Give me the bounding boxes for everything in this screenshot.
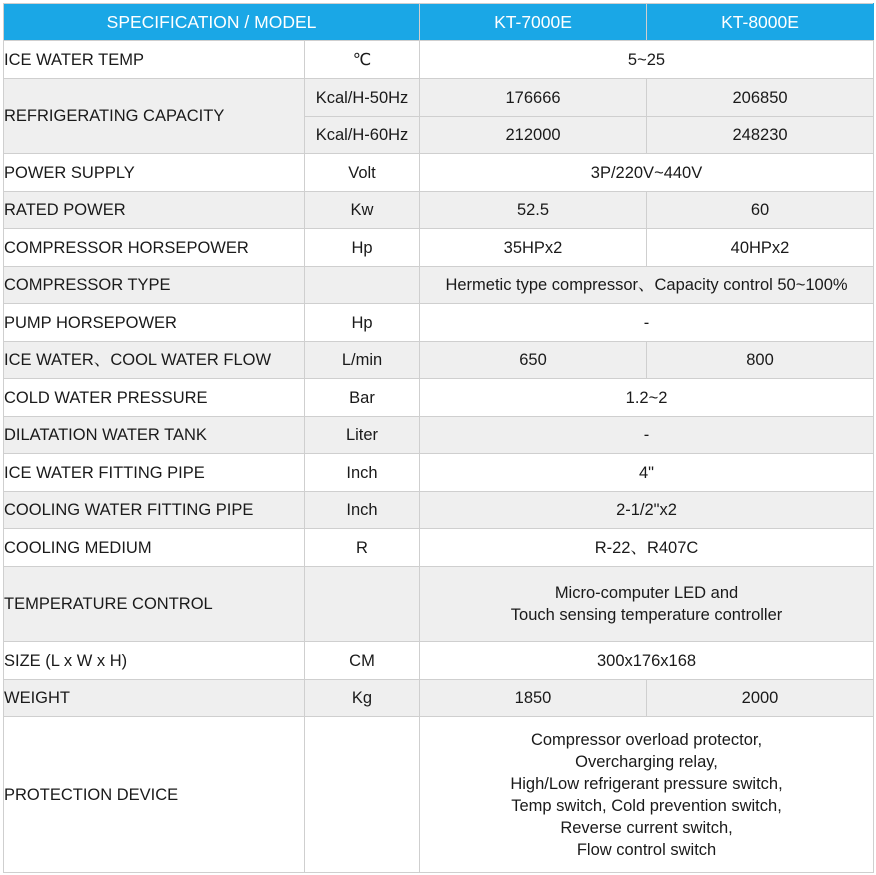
row-label: ICE WATER FITTING PIPE [4,454,305,492]
row-value-multiline [420,717,874,873]
row-label: PUMP HORSEPOWER [4,304,305,342]
value-line: Compressor overload protector, [530,730,763,749]
model-a-value: 212000 [420,117,647,154]
model-b-value: 248230 [647,117,874,154]
row-unit: L/min [305,342,420,379]
row-label: WEIGHT [4,680,305,717]
row-label: COMPRESSOR TYPE [4,267,305,304]
row-unit: Liter [305,417,420,454]
row-unit: ℃ [305,41,420,79]
row-label: RATED POWER [4,192,305,229]
model-b-header: KT-8000E [647,4,874,41]
row-label: ICE WATER、COOL WATER FLOW [4,342,305,379]
model-a-value: 35HPx2 [420,229,647,267]
row-unit [305,717,420,873]
row-label: POWER SUPPLY [4,154,305,192]
row-label: COOLING MEDIUM [4,529,305,567]
row-value-multiline [420,567,874,642]
row-label: COLD WATER PRESSURE [4,379,305,417]
model-b-value: 60 [647,192,874,229]
header-row [4,4,874,41]
model-b-value: 206850 [647,79,874,117]
row-label: SIZE (L x W x H) [4,642,305,680]
row-unit: Inch [305,492,420,529]
row-value: 2-1/2"x2 [420,492,874,529]
value-line: Temp switch, Cold prevention switch, [511,796,782,815]
row-unit: CM [305,642,420,680]
row-label: TEMPERATURE CONTROL [4,567,305,642]
model-b-value: 800 [647,342,874,379]
value-line: Reverse current switch, [560,818,733,837]
row-value: - [420,417,874,454]
row-value: 3P/220V~440V [420,154,874,192]
model-a-header: KT-7000E [420,4,647,41]
row-ice-water-temp [4,41,874,79]
row-compressor-type [4,267,874,304]
row-water-flow [4,342,874,379]
row-value: Hermetic type compressor、Capacity control 50~100% [420,267,874,304]
row-unit: Hp [305,229,420,267]
row-value: 300x176x168 [420,642,874,680]
row-unit: Kg [305,680,420,717]
row-unit: Inch [305,454,420,492]
row-unit: R [305,529,420,567]
spec-model-header: SPECIFICATION / MODEL [4,4,420,41]
row-cold-water-pressure [4,379,874,417]
model-a-value: 1850 [420,680,647,717]
row-compressor-horsepower [4,229,874,267]
row-label: DILATATION WATER TANK [4,417,305,454]
row-value: - [420,304,874,342]
row-unit: Hp [305,304,420,342]
row-temperature-control [4,567,874,642]
model-a-value: 650 [420,342,647,379]
value-line: Micro-computer LED and [554,584,739,602]
row-rated-power [4,192,874,229]
row-power-supply [4,154,874,192]
row-label: COOLING WATER FITTING PIPE [4,492,305,529]
value-line: Flow control switch [576,840,717,859]
row-unit: Kcal/H-60Hz [305,117,420,154]
row-ice-water-fitting-pipe [4,454,874,492]
row-label: ICE WATER TEMP [4,41,305,79]
row-value: 4" [420,454,874,492]
row-label: REFRIGERATING CAPACITY [4,79,305,154]
row-value: 1.2~2 [420,379,874,417]
model-b-value: 40HPx2 [647,229,874,267]
value-line: Overcharging relay, [575,752,718,771]
specification-table [3,3,874,873]
row-unit [305,567,420,642]
row-pump-horsepower [4,304,874,342]
row-cooling-water-fitting-pipe [4,492,874,529]
model-a-value: 52.5 [420,192,647,229]
model-a-value: 176666 [420,79,647,117]
row-weight [4,680,874,717]
row-label: COMPRESSOR HORSEPOWER [4,229,305,267]
value-line: Touch sensing temperature controller [510,606,783,624]
row-dilatation-water-tank [4,417,874,454]
row-refrigerating-capacity-50hz [4,79,874,117]
row-protection-device [4,717,874,873]
value-line: High/Low refrigerant pressure switch, [510,774,783,793]
model-b-value: 2000 [647,680,874,717]
row-value: 5~25 [420,41,874,79]
row-size [4,642,874,680]
row-label: PROTECTION DEVICE [4,717,305,873]
row-unit: Volt [305,154,420,192]
row-unit: Kw [305,192,420,229]
row-unit [305,267,420,304]
row-unit: Kcal/H-50Hz [305,79,420,117]
row-unit: Bar [305,379,420,417]
row-cooling-medium [4,529,874,567]
row-value: R-22、R407C [420,529,874,567]
